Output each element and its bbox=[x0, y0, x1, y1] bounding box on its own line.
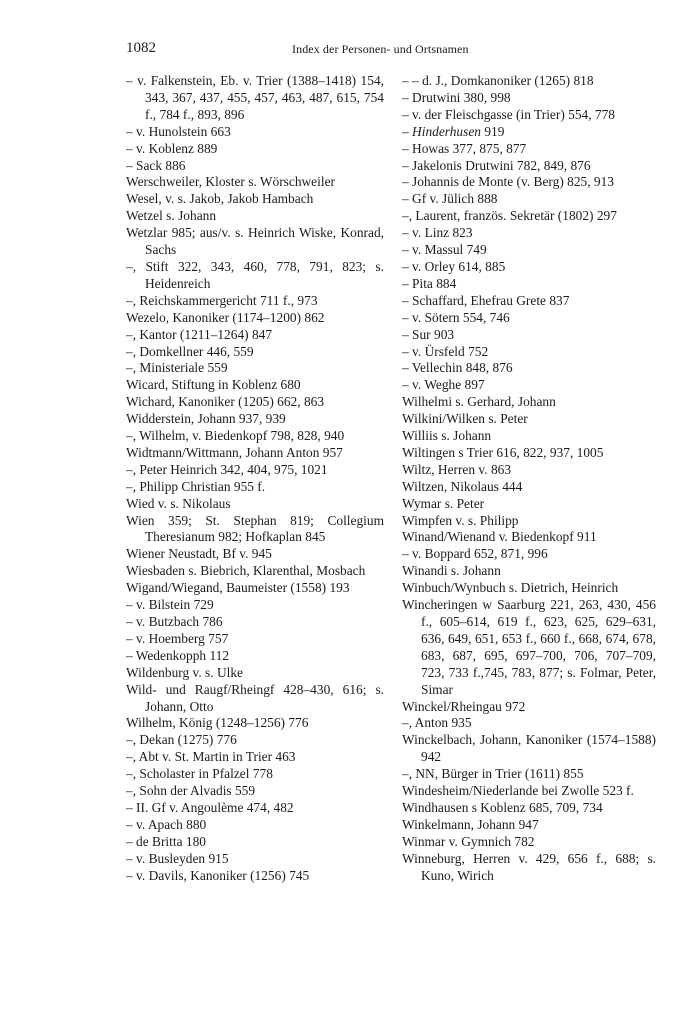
index-entry: Widtmann/Wittmann, Johann Anton 957 bbox=[126, 444, 343, 460]
index-entry: Wigand/Wiegand, Baumeister (1558) 193 bbox=[126, 580, 350, 596]
index-entry: Wymar s. Peter bbox=[402, 495, 485, 511]
index-entry: –, Dekan (1275) 776 bbox=[126, 732, 237, 748]
index-entry: – v. Orley 614, 885 bbox=[402, 258, 506, 274]
index-entry: Windesheim/Niederlande bei Zwolle 523 f. bbox=[402, 783, 634, 799]
index-entry: – v. Sötern 554, 746 bbox=[402, 309, 510, 325]
index-column-left bbox=[126, 73, 384, 885]
index-entry: – v. Davils, Kanoniker (1256) 745 bbox=[126, 867, 310, 883]
index-entry: – Hinderhusen 919 bbox=[402, 123, 505, 139]
italic-name: Hinderhusen bbox=[412, 123, 481, 139]
index-entry: Wilkini/Wilken s. Peter bbox=[402, 411, 528, 427]
index-entry: – Sur 903 bbox=[402, 326, 455, 342]
index-entry: Wimpfen v. s. Philipp bbox=[402, 512, 519, 528]
page-number: 1082 bbox=[126, 40, 156, 56]
index-entry: –, Sohn der Alvadis 559 bbox=[126, 783, 256, 799]
index-entry: Winneburg, Herren v. 429, 656 f., 688; s. Kuno, Wirich bbox=[402, 850, 656, 883]
index-entry: Wiltingen s Trier 616, 822, 937, 1005 bbox=[402, 444, 604, 460]
index-entry: –, Ministeriale 559 bbox=[126, 360, 228, 376]
index-entry: Wezelo, Kanoniker (1174–1200) 862 bbox=[126, 309, 325, 325]
index-entry: – Schaffard, Ehefrau Grete 837 bbox=[402, 292, 570, 308]
index-entry: Wied v. s. Nikolaus bbox=[126, 495, 231, 511]
index-entry: –, Kantor (1211–1264) 847 bbox=[126, 326, 273, 342]
index-column-right bbox=[402, 73, 656, 885]
index-entry: Wilhelmi s. Gerhard, Johann bbox=[402, 394, 556, 410]
index-entry: – v. Linz 823 bbox=[402, 225, 473, 241]
index-entry: –, Scholaster in Pfalzel 778 bbox=[126, 766, 273, 782]
index-entry: Wildenburg v. s. Ulke bbox=[126, 664, 243, 680]
index-entry: Winbuch/Wynbuch s. Dietrich, Heinrich bbox=[402, 580, 619, 596]
index-entry: – Sack 886 bbox=[126, 157, 186, 173]
index-entry: Wiener Neustadt, Bf v. 945 bbox=[126, 546, 272, 562]
index-entry: Wetzlar 985; aus/v. s. Heinrich Wiske, Konrad, Sachs bbox=[126, 225, 384, 258]
running-title: Index der Personen- und Ortsnamen bbox=[292, 42, 469, 56]
index-entry: – v. Bilstein 729 bbox=[126, 597, 214, 613]
index-entry: Winandi s. Johann bbox=[402, 563, 501, 579]
index-entry: Williis s. Johann bbox=[402, 428, 492, 444]
page-header bbox=[126, 40, 660, 60]
index-entry: – v. der Fleischgasse (in Trier) 554, 778 bbox=[402, 106, 615, 122]
index-entry: Werschweiler, Kloster s. Wörschweiler bbox=[126, 174, 335, 190]
index-entry: – Jakelonis Drutwini 782, 849, 876 bbox=[402, 157, 591, 173]
index-entry: – v. Falkenstein, Eb. v. Trier (1388–1418) 154, 343, 367, 437, 455, 457, 463, 487, 615, 754 f., 784 f., 893, 896 bbox=[126, 73, 384, 122]
index-entry: – v. Butzbach 786 bbox=[126, 614, 223, 629]
index-entry: Wien 359; St. Stephan 819; Collegium Theresianum 982; Hofkaplan 845 bbox=[126, 512, 384, 545]
index-entry: – Gf v. Jülich 888 bbox=[402, 191, 498, 207]
index-entry: –, Stift 322, 343, 460, 778, 791, 823; s. Heidenreich bbox=[126, 258, 384, 291]
index-entry: Winkelmann, Johann 947 bbox=[402, 816, 539, 832]
index-entry: – Howas 377, 875, 877 bbox=[402, 140, 527, 156]
index-entry: – v. Weghe 897 bbox=[402, 377, 485, 393]
index-entry: – v. Hoemberg 757 bbox=[126, 630, 229, 646]
index-entry: – v. Boppard 652, 871, 996 bbox=[402, 546, 548, 562]
index-entry: –, Wilhelm, v. Biedenkopf 798, 828, 940 bbox=[126, 428, 345, 444]
index-entry: Wichard, Kanoniker (1205) 662, 863 bbox=[126, 394, 325, 410]
index-entry: – Drutwini 380, 998 bbox=[402, 89, 511, 105]
index-entry: –, Philipp Christian 955 f. bbox=[126, 478, 266, 494]
index-entry: – v. Koblenz 889 bbox=[126, 140, 218, 156]
index-entry: Wilhelm, König (1248–1256) 776 bbox=[126, 715, 309, 731]
index-entry: – v. Hunolstein 663 bbox=[126, 123, 231, 139]
index-entry: – v. Massul 749 bbox=[402, 242, 487, 258]
index-entry: – – d. J., Domkanoniker (1265) 818 bbox=[402, 73, 594, 88]
index-entry: – Wedenkopph 112 bbox=[126, 647, 230, 663]
index-entry: – Johannis de Monte (v. Berg) 825, 913 bbox=[402, 174, 614, 190]
index-entry: Winand/Wienand v. Biedenkopf 911 bbox=[402, 529, 597, 545]
index-entry: –, Laurent, französ. Sekretär (1802) 297 bbox=[402, 208, 617, 224]
index-entry: –, Abt v. St. Martin in Trier 463 bbox=[126, 749, 296, 765]
index-entry: Wetzel s. Johann bbox=[126, 208, 217, 224]
index-entry: Winckel/Rheingau 972 bbox=[402, 698, 526, 714]
index-entry: – Pita 884 bbox=[402, 275, 457, 291]
index-entry: Winmar v. Gymnich 782 bbox=[402, 833, 535, 849]
index-entry: Windhausen s Koblenz 685, 709, 734 bbox=[402, 799, 603, 815]
index-entry: Wicard, Stiftung in Koblenz 680 bbox=[126, 377, 301, 393]
index-entry: –, NN, Bürger in Trier (1611) 855 bbox=[402, 766, 584, 782]
index-entry: – v. Apach 880 bbox=[126, 816, 207, 832]
index-entry: Wiesbaden s. Biebrich, Klarenthal, Mosbach bbox=[126, 563, 366, 579]
index-entry: Wincheringen w Saarburg 221, 263, 430, 456 f., 605–614, 619 f., 623, 625, 629–631, 636, 649, 651, 653 f., 660 f., 668, 674, 678, 683, 687, 695, 697–700, 706, 707–709, 723, 733 f.,745, 783, 877; s. Folmar, Peter, Simar bbox=[402, 597, 656, 697]
index-entry: Wesel, v. s. Jakob, Jakob Hambach bbox=[126, 191, 314, 207]
index-entry: Wiltz, Herren v. 863 bbox=[402, 461, 512, 477]
index-entry: – II. Gf v. Angoulème 474, 482 bbox=[126, 799, 294, 815]
index-entry: Winckelbach, Johann, Kanoniker (1574–1588) 942 bbox=[402, 732, 656, 765]
index-entry: – de Britta 180 bbox=[126, 833, 206, 849]
index-entry: –, Anton 935 bbox=[402, 715, 472, 731]
index-entry: – Vellechin 848, 876 bbox=[402, 360, 513, 376]
index-entry: Wild- und Raugf/Rheingf 428–430, 616; s. Johann, Otto bbox=[126, 681, 384, 714]
index-entry: –, Peter Heinrich 342, 404, 975, 1021 bbox=[126, 461, 328, 477]
index-entry: Widderstein, Johann 937, 939 bbox=[126, 411, 286, 427]
index-entry: – v. Busleyden 915 bbox=[126, 850, 229, 866]
index-entry: Wiltzen, Nikolaus 444 bbox=[402, 478, 523, 494]
index-entry: –, Domkellner 446, 559 bbox=[126, 343, 254, 359]
index-entry: –, Reichskammergericht 711 f., 973 bbox=[126, 292, 318, 308]
index-entry: – v. Ürsfeld 752 bbox=[402, 343, 489, 359]
